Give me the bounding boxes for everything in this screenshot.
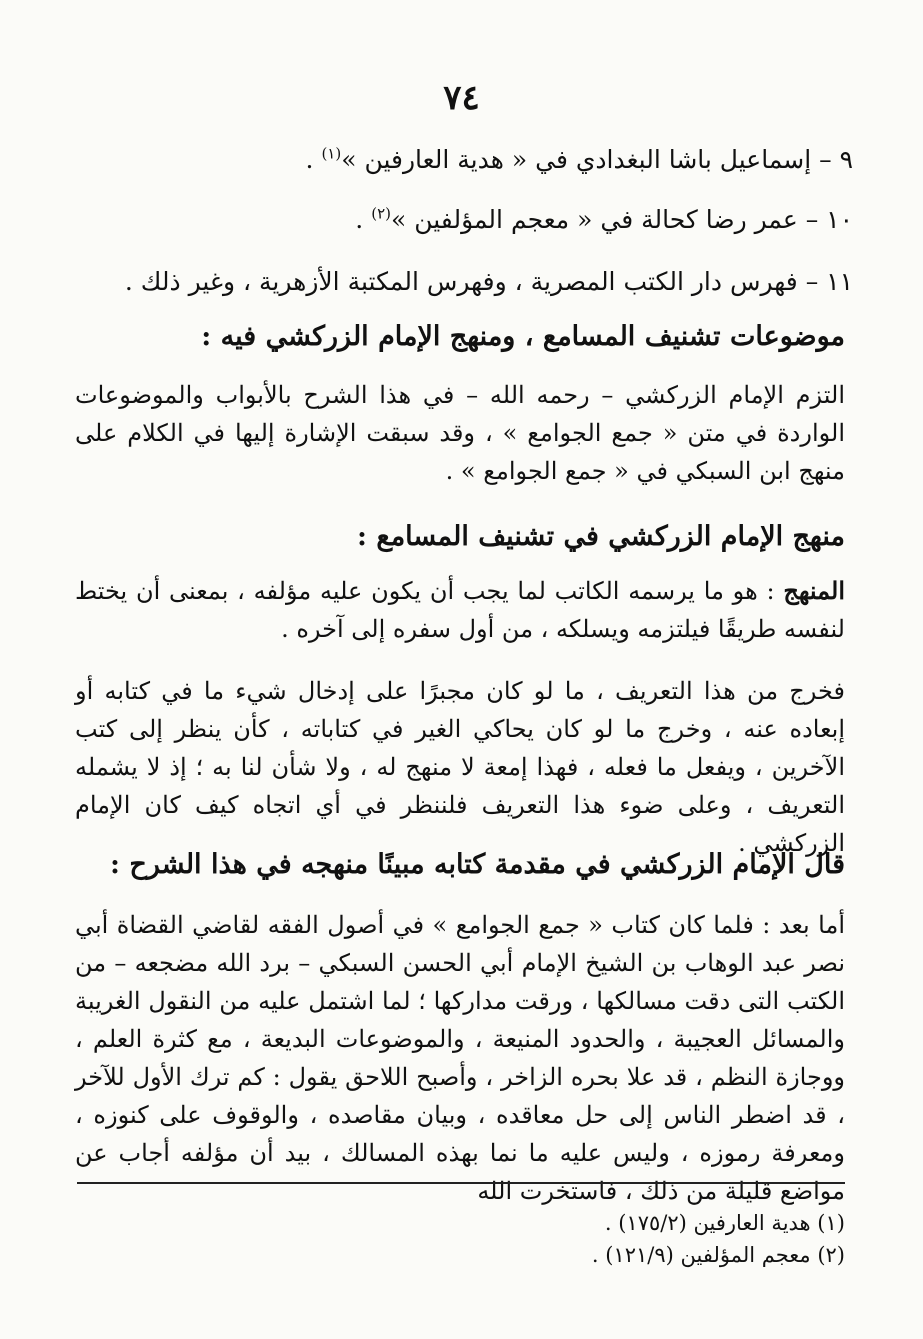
list-item-tail: . bbox=[355, 205, 372, 234]
list-item-text: ٩ – إسماعيل باشا البغدادي في « هدية العارفين » bbox=[341, 145, 853, 174]
paragraph bbox=[75, 572, 845, 648]
list-item bbox=[73, 200, 853, 240]
page-number: ٧٤ bbox=[443, 78, 480, 118]
footnote-ref: (١) bbox=[321, 144, 342, 163]
list-item bbox=[73, 140, 853, 180]
section-heading: موضوعات تشنيف المسامع ، ومنهج الإمام الزركشي فيه : bbox=[201, 321, 845, 352]
footnote-ref: (٢) bbox=[371, 204, 391, 223]
section-heading: قال الإمام الزركشي في مقدمة كتابه مبينًا منهجه في هذا الشرح : bbox=[110, 849, 845, 880]
footnote: (٢) معجم المؤلفين (١٢١/٩) . bbox=[591, 1243, 845, 1267]
paragraph: التزم الإمام الزركشي – رحمه الله – في هذا الشرح بالأبواب والموضوعات الواردة في متن « جمع الجوامع » ، وقد سبقت الإشارة إليها في الكلام على منهج ابن السبكي في « جمع الجوامع » . bbox=[75, 381, 845, 485]
section-heading: منهج الإمام الزركشي في تشنيف المسامع : bbox=[356, 521, 845, 552]
list-item bbox=[73, 262, 853, 302]
list-item-text: ١٠ – عمر رضا كحالة في « معجم المؤلفين » bbox=[390, 205, 853, 234]
footnote: (١) هدية العارفين (١٧٥/٢) . bbox=[604, 1211, 845, 1235]
list-item-text: ١١ – فهرس دار الكتب المصرية ، وفهرس المكتبة الأزهرية ، وغير ذلك . bbox=[124, 267, 853, 296]
term-label: المنهج bbox=[783, 576, 845, 605]
paragraph: فخرج من هذا التعريف ، ما لو كان مجبرًا على إدخال شيء ما في كتابه أو إبعاده عنه ، وخرج ما لو كان يحاكي الغير في كتاباته ، كأن ينظر إلى كتب الآخرين ، ويفعل ما فعله ، فهذا إمعة لا منهج له ، ولا شأن لنا به ؛ إذ لا يشمله التعريف ، وعلى ضوء هذا التعريف فلننظر في أي اتجاه كيف كان الإمام الزركشي . bbox=[75, 677, 845, 857]
paragraph: أما بعد : فلما كان كتاب « جمع الجوامع » في أصول الفقه لقاضي القضاة أبي نصر عبد الوهاب بن الشيخ الإمام أبي الحسن السبكي – برد الله مضجعه – من الكتب التى دقت مسالكها ، ورقت مداركها ؛ لما اشتمل عليه من النقول الغريبة والمسائل العجيبة ، والحدود المنيعة ، والموضوعات البديعة ، مع كثرة العلم ، ووجازة النظم ، قد علا بحره الزاخر ، وأصبح اللاحق يقول : كم ترك الأول للآخر ، قد اضطر الناس إلى حل معاقده ، وبيان مقاصده ، والوقوف على كنوزه ، ومعرفة رموزه ، وليس عليه ما نما بهذه المسالك ، بيد أن مؤلفه أجاب عن مواضع قليلة من ذلك ، فاستخرت الله bbox=[75, 911, 846, 1205]
list-item-tail: . bbox=[305, 145, 322, 174]
paragraph-text: : هو ما يرسمه الكاتب لما يجب أن يكون عليه مؤلفه ، بمعنى أن يختط لنفسه طريقًا فيلتزمه ويسلكه ، من أول سفره إلى آخره . bbox=[75, 577, 845, 643]
footnote-separator bbox=[77, 1182, 845, 1184]
